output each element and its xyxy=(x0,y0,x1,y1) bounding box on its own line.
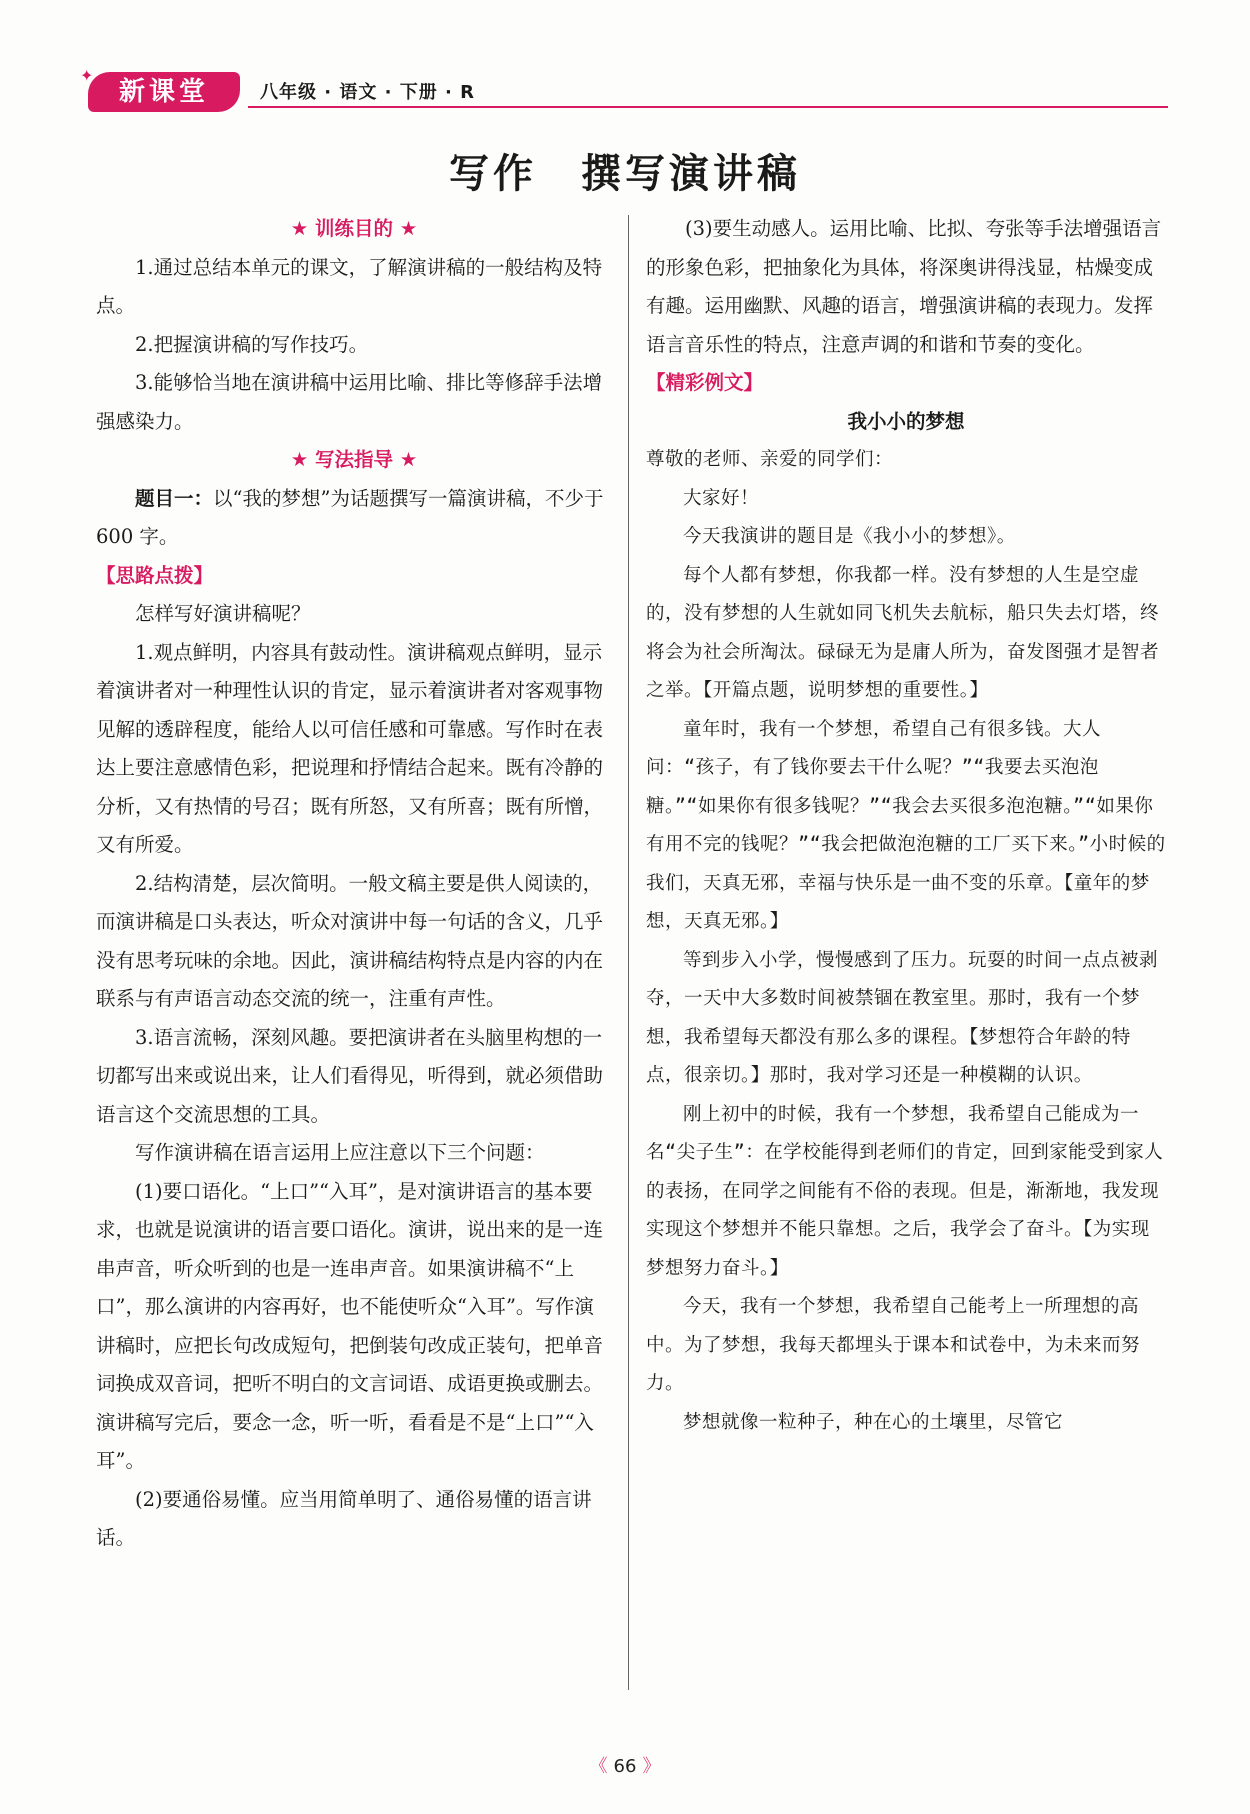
header-divider xyxy=(248,106,1168,108)
paragraph-7: (3)要生动感人。运用比喻、比拟、夸张等手法增强语言的形象色彩，把抽象化为具体，将深奥讲得浅显，枯燥变成有趣。运用幽默、风趣的语言，增强演讲稿的表现力。发挥语言音乐性的特点，注意声调的和谐和节奏的变化。 xyxy=(646,217,1162,356)
page-header xyxy=(80,66,1168,118)
goal-1: 1.通过总结本单元的课文，了解演讲稿的一般结构及特点。 xyxy=(96,255,603,317)
paragraph-2: 2.结构清楚，层次简明。一般文稿主要是供人阅读的，而演讲稿是口头表达，听众对演讲中每一句话的含义，几乎没有思考玩味的余地。因此，演讲稿结构特点是内容的内在联系与有声语言动态交流的统一，注重有声性。 xyxy=(96,871,604,1010)
essay-paragraph: 梦想就像一粒种子，种在心的土壤里，尽管它 xyxy=(683,1411,1064,1433)
tag-example: 【精彩例文】 xyxy=(646,371,764,394)
section-title-goals: ★ 训练目的 ★ xyxy=(290,217,418,240)
question: 怎样写好演讲稿呢？ xyxy=(135,602,311,625)
right-column xyxy=(646,210,1166,1442)
book-info: 八年级 · 语文 · 下册 · R xyxy=(260,82,475,103)
topic xyxy=(96,480,612,557)
left-column xyxy=(96,210,612,1558)
tag-thinking: 【思路点拨】 xyxy=(96,563,214,587)
star-icon: ✦ xyxy=(80,66,94,85)
goal-3: 3.能够恰当地在演讲稿中运用比喻、排比等修辞手法增强感染力。 xyxy=(96,371,603,433)
essay-paragraph: 等到步入小学，慢慢感到了压力。玩耍的时间一点点被剥夺，一天中大多数时间被禁锢在教室里。那时，我有一个梦想，我希望每天都没有那么多的课程。【梦想符合年龄的特点，很亲切。】那时，我对学习还是一种模糊的认识。 xyxy=(646,949,1159,1086)
essay-salutation: 尊敬的老师、亲爱的同学们： xyxy=(646,449,894,470)
page-number-value: 66 xyxy=(613,1756,637,1777)
paragraph-3: 3.语言流畅，深刻风趣。要把演讲者在头脑里构想的一切都写出来或说出来，让人们看得见，听得到，就必须借助语言这个交流思想的工具。 xyxy=(96,1025,604,1126)
column-divider xyxy=(628,215,629,1690)
paragraph-6: (2)要通俗易懂。应当用简单明了、通俗易懂的语言讲话。 xyxy=(96,1487,592,1549)
essay-body xyxy=(646,441,1166,1442)
topic-lead: 题目一： xyxy=(135,486,214,510)
essay-title: 我小小的梦想 xyxy=(847,409,965,433)
paragraph-1: 1.观点鲜明，内容具有鼓动性。演讲稿观点鲜明，显示着演讲者对一种理性认识的肯定，显示着演讲者对客观事物见解的透辟程度，能给人以可信任感和可靠感。写作时在表达上要注意感情色彩，把说理和抒情结合起来。既有冷静的分析，又有热情的号召；既有所怒，又有所喜；既有所憎，又有所爱。 xyxy=(96,640,604,856)
paragraph-4: 写作演讲稿在语言运用上应注意以下三个问题： xyxy=(135,1141,545,1164)
topic-text: 以“我的梦想”为话题撰写一篇演讲稿，不少于 600 字。 xyxy=(96,486,604,548)
paragraph-5: (1)要口语化。“上口”“入耳”，是对演讲语言的基本要求，也就是说演讲的语言要口语化。演讲，说出来的是一连串声音，听众听到的也是一连串声音。如果演讲稿不“上口”，那么演讲的内容再好，也不能使听众“入耳”。写作演讲稿时，应把长句改成短句，把倒装句改成正装句，把单音词换成双音词，把听不明白的文言词语、成语更换或删去。演讲稿写完后，要念一念，听一听，看看是不是“上口”“入耳”。 xyxy=(96,1179,604,1472)
page-title: 写作 撰写演讲稿 xyxy=(449,150,801,197)
essay-paragraph: 刚上初中的时候，我有一个梦想，我希望自己能成为一名“尖子生”：在学校能得到老师们的肯定，回到家能受到家人的表扬，在同学之间能有不俗的表现。但是，渐渐地，我发现实现这个梦想并不能只靠想。之后，我学会了奋斗。【为实现梦想努力奋斗。】 xyxy=(646,1103,1164,1279)
section-title-guide: ★ 写法指导 ★ xyxy=(290,448,418,471)
essay-paragraph: 今天，我有一个梦想，我希望自己能考上一所理想的高中。为了梦想，我每天都埋头于课本和试卷中，为未来而努力。 xyxy=(646,1296,1141,1394)
goal-2: 2.把握演讲稿的写作技巧。 xyxy=(135,332,369,356)
page-number: 《 66 》 xyxy=(589,1756,661,1777)
essay-paragraph: 童年时，我有一个梦想，希望自己有很多钱。大人问：“孩子，有了钱你要去干什么呢？”“我要去买泡泡糖。”“如果你有很多钱呢？”“我会去买很多泡泡糖。”“如果你有用不完的钱呢？”“我会把做泡泡糖的工厂买下来。”小时候的我们，天真无邪，幸福与快乐是一曲不变的乐章。【童年的梦想，天真无邪。】 xyxy=(646,718,1166,932)
essay-line: 今天我演讲的题目是《我小小的梦想》。 xyxy=(683,526,1016,547)
essay-paragraph: 每个人都有梦想，你我都一样。没有梦想的人生是空虚的，没有梦想的人生就如同飞机失去航标，船只失去灯塔，终将会为社会所淘汰。碌碌无为是庸人所为，奋发图强才是智者之举。【开篇点题，说明梦想的重要性。】 xyxy=(646,564,1160,701)
essay-line: 大家好！ xyxy=(683,487,760,509)
logo: 新课堂 xyxy=(88,72,240,112)
